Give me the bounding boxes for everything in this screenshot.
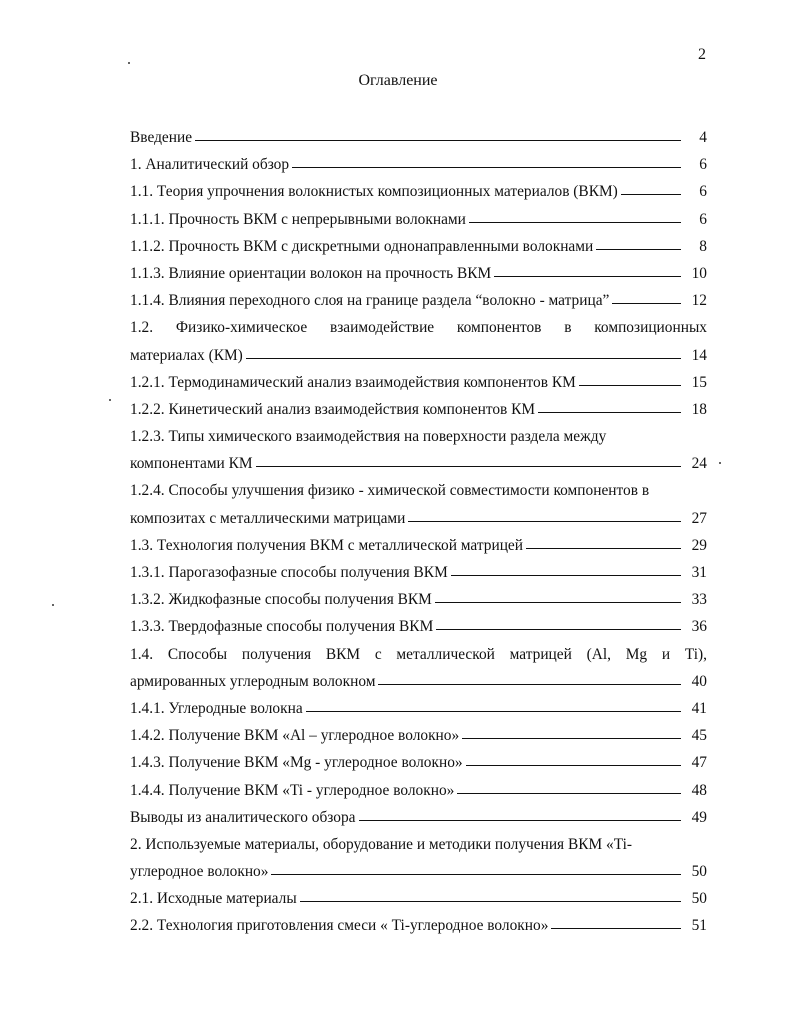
toc-page-number: 18 [691, 400, 707, 418]
toc-entry[interactable] [130, 233, 707, 260]
toc-page-number: 10 [691, 264, 707, 282]
toc-entry[interactable] [130, 668, 707, 695]
toc-entry-word: и [661, 645, 671, 663]
toc-entry-title: армированных углеродным волокном [130, 672, 376, 690]
toc-entry-title: 1.1.4. Влияния переходного слоя на границе раздела “волокно - матрица” [130, 292, 610, 310]
toc-entry-line1 [130, 314, 707, 341]
toc-entry[interactable] [130, 342, 707, 369]
scan-speck [719, 462, 721, 464]
toc-entry-word: в [564, 319, 572, 337]
toc-entry-title: 1.4.1. Углеродные волокна [130, 699, 303, 717]
toc-entry[interactable] [130, 178, 707, 205]
toc-page-number: 24 [691, 455, 707, 473]
toc-page-number: 15 [691, 373, 707, 391]
toc-leader-line [195, 140, 681, 141]
toc-leader-line [457, 793, 681, 794]
toc-entry-word: компонентов [456, 319, 542, 337]
toc-entry-title: 1.1.2. Прочность ВКМ с дискретными однонаправленными волокнами [130, 237, 594, 255]
toc-leader-line [256, 466, 681, 467]
toc-entry-word: Способы [167, 645, 228, 663]
toc-page-number: 14 [691, 346, 707, 364]
toc-leader-line [612, 303, 681, 304]
toc-entry[interactable] [130, 695, 707, 722]
page-title: Оглавление [358, 72, 438, 89]
toc-entry[interactable] [130, 532, 707, 559]
toc-page-number: 6 [699, 156, 707, 174]
toc-entry-title: 1.4.4. Получение ВКМ «Ti - углеродное волокно» [130, 781, 455, 799]
scan-speck [128, 62, 130, 64]
toc-entry[interactable] [130, 885, 707, 912]
page-number: 2 [698, 46, 706, 63]
toc-leader-line [538, 412, 681, 413]
toc-page-number: 50 [691, 890, 707, 908]
toc-page-number: 48 [691, 781, 707, 799]
toc-entry[interactable] [130, 505, 707, 532]
toc-leader-line [551, 928, 681, 929]
toc-leader-line [378, 684, 681, 685]
toc-leader-line [359, 820, 681, 821]
toc-entry-line1: 1.2.3. Типы химического взаимодействия на поверхности раздела между [130, 428, 607, 446]
toc-leader-line [451, 575, 681, 576]
toc-entry-title: материалах (КМ) [130, 346, 243, 364]
toc-entry-line1: 2. Используемые материалы, оборудование и методики получения ВКМ «Ti- [130, 835, 633, 853]
toc-page-number: 33 [691, 591, 707, 609]
toc-entry-word: получения [241, 645, 312, 663]
toc-entry-word: металлической [396, 645, 495, 663]
toc-page-number: 47 [691, 754, 707, 772]
toc-entry-title: 1.3.2. Жидкофазные способы получения ВКМ [130, 591, 432, 609]
toc-page-number: 36 [691, 618, 707, 636]
toc-page-number: 41 [691, 699, 707, 717]
toc-leader-line [469, 222, 681, 223]
toc-entry-line1 [130, 641, 707, 668]
toc-entry-title: 2.1. Исходные материалы [130, 890, 297, 908]
toc-entry-word: 1.4. [130, 645, 154, 663]
toc-entry-word: Ti), [684, 645, 707, 663]
toc-entry[interactable] [130, 804, 707, 831]
toc-entry-title: 1.1. Теория упрочнения волокнистых композиционных материалов (ВКМ) [130, 183, 618, 201]
toc-entry[interactable] [130, 858, 707, 885]
toc-entry-word: Mg [625, 645, 648, 663]
toc-leader-line [621, 194, 681, 195]
toc-entry-title: Введение [130, 129, 193, 146]
toc-entry-word: матрицей [509, 645, 572, 663]
toc-entry-title: 1.2.1. Термодинамический анализ взаимодействия компонентов КМ [130, 373, 576, 391]
toc-entry-word: Физико-химическое [175, 319, 308, 337]
toc-page-number: 4 [699, 129, 707, 146]
toc-page-number: 6 [699, 183, 707, 201]
toc-entry-title: композитах с металлическими матрицами [130, 509, 406, 527]
toc-page-number: 50 [691, 863, 707, 881]
toc-page-number: 51 [691, 917, 707, 935]
toc-page-number: 31 [691, 564, 707, 581]
toc-entry-title: Выводы из аналитического обзора [130, 808, 356, 826]
toc-page-number: 49 [691, 808, 707, 826]
toc-entry[interactable] [130, 586, 707, 613]
toc-entry-title: 1.2.2. Кинетический анализ взаимодействия компонентов КМ [130, 400, 536, 418]
toc-entry-title: 2.2. Технология приготовления смеси « Ti-углеродное волокно» [130, 917, 549, 935]
toc-leader-line [246, 358, 681, 359]
toc-leader-line [462, 738, 681, 739]
scan-speck [109, 399, 111, 401]
toc-entry-title: 1.1.1. Прочность ВКМ с непрерывными волокнами [130, 210, 466, 228]
toc-entry-title: 1.1.3. Влияние ориентации волокон на прочность ВКМ [130, 264, 492, 282]
toc-entry-line1: 1.2.4. Способы улучшения физико - химической совместимости компонентов в [130, 482, 650, 500]
toc-entry-title: компонентами КМ [130, 455, 253, 473]
toc-entry-title: 1.4.2. Получение ВКМ «Al – углеродное волокно» [130, 727, 460, 745]
toc-entry[interactable] [130, 912, 707, 939]
toc-entry[interactable] [130, 722, 707, 749]
toc-leader-line [292, 167, 681, 168]
toc-leader-line [466, 765, 681, 766]
toc-entry[interactable] [130, 124, 707, 151]
toc-entry[interactable] [130, 396, 707, 423]
toc-entry[interactable] [130, 151, 707, 178]
toc-entry[interactable] [130, 450, 707, 477]
toc-page-number: 40 [691, 672, 707, 690]
toc-entry-word: с [374, 645, 382, 663]
toc-leader-line [408, 521, 681, 522]
toc-leader-line [494, 276, 681, 277]
toc-entry[interactable] [130, 777, 707, 804]
toc-entry[interactable] [130, 287, 707, 314]
toc-leader-line [596, 249, 681, 250]
toc-entry[interactable] [130, 559, 707, 586]
toc-entry-title: 1.3. Технология получения ВКМ с металлической матрицей [130, 536, 523, 554]
toc-leader-line [271, 874, 681, 875]
toc-entry[interactable] [130, 613, 707, 640]
table-of-contents [130, 124, 707, 940]
toc-leader-line [579, 385, 681, 386]
scan-speck [52, 604, 54, 606]
toc-entry[interactable] [130, 749, 707, 776]
toc-entry[interactable] [130, 260, 707, 287]
toc-leader-line [300, 901, 681, 902]
toc-leader-line [306, 711, 681, 712]
toc-entry-title: 1.3.1. Парогазофазные способы получения ВКМ [130, 564, 448, 581]
toc-leader-line [435, 602, 681, 603]
toc-entry-title: 1. Аналитический обзор [130, 156, 290, 174]
toc-entry-title: 1.3.3. Твердофазные способы получения ВКМ [130, 618, 434, 636]
toc-page-number: 8 [699, 237, 707, 255]
toc-page-number: 27 [691, 509, 707, 527]
toc-entry-word: (Al, [586, 645, 611, 663]
toc-entry-title: 1.4.3. Получение ВКМ «Mg - углеродное волокно» [130, 754, 463, 772]
toc-page-number: 12 [691, 292, 707, 310]
toc-entry-word: взаимодействие [329, 319, 435, 337]
toc-leader-line [526, 548, 681, 549]
toc-entry-title: углеродное волокно» [130, 863, 269, 881]
toc-entry-word: ВКМ [325, 645, 361, 663]
toc-leader-line [436, 629, 681, 630]
toc-entry-word: 1.2. [130, 319, 154, 337]
toc-entry-word: композиционных [594, 319, 707, 337]
toc-entry[interactable] [130, 206, 707, 233]
toc-page-number: 29 [691, 536, 707, 554]
toc-entry[interactable] [130, 369, 707, 396]
toc-page-number: 6 [699, 210, 707, 228]
toc-page-number: 45 [691, 727, 707, 745]
